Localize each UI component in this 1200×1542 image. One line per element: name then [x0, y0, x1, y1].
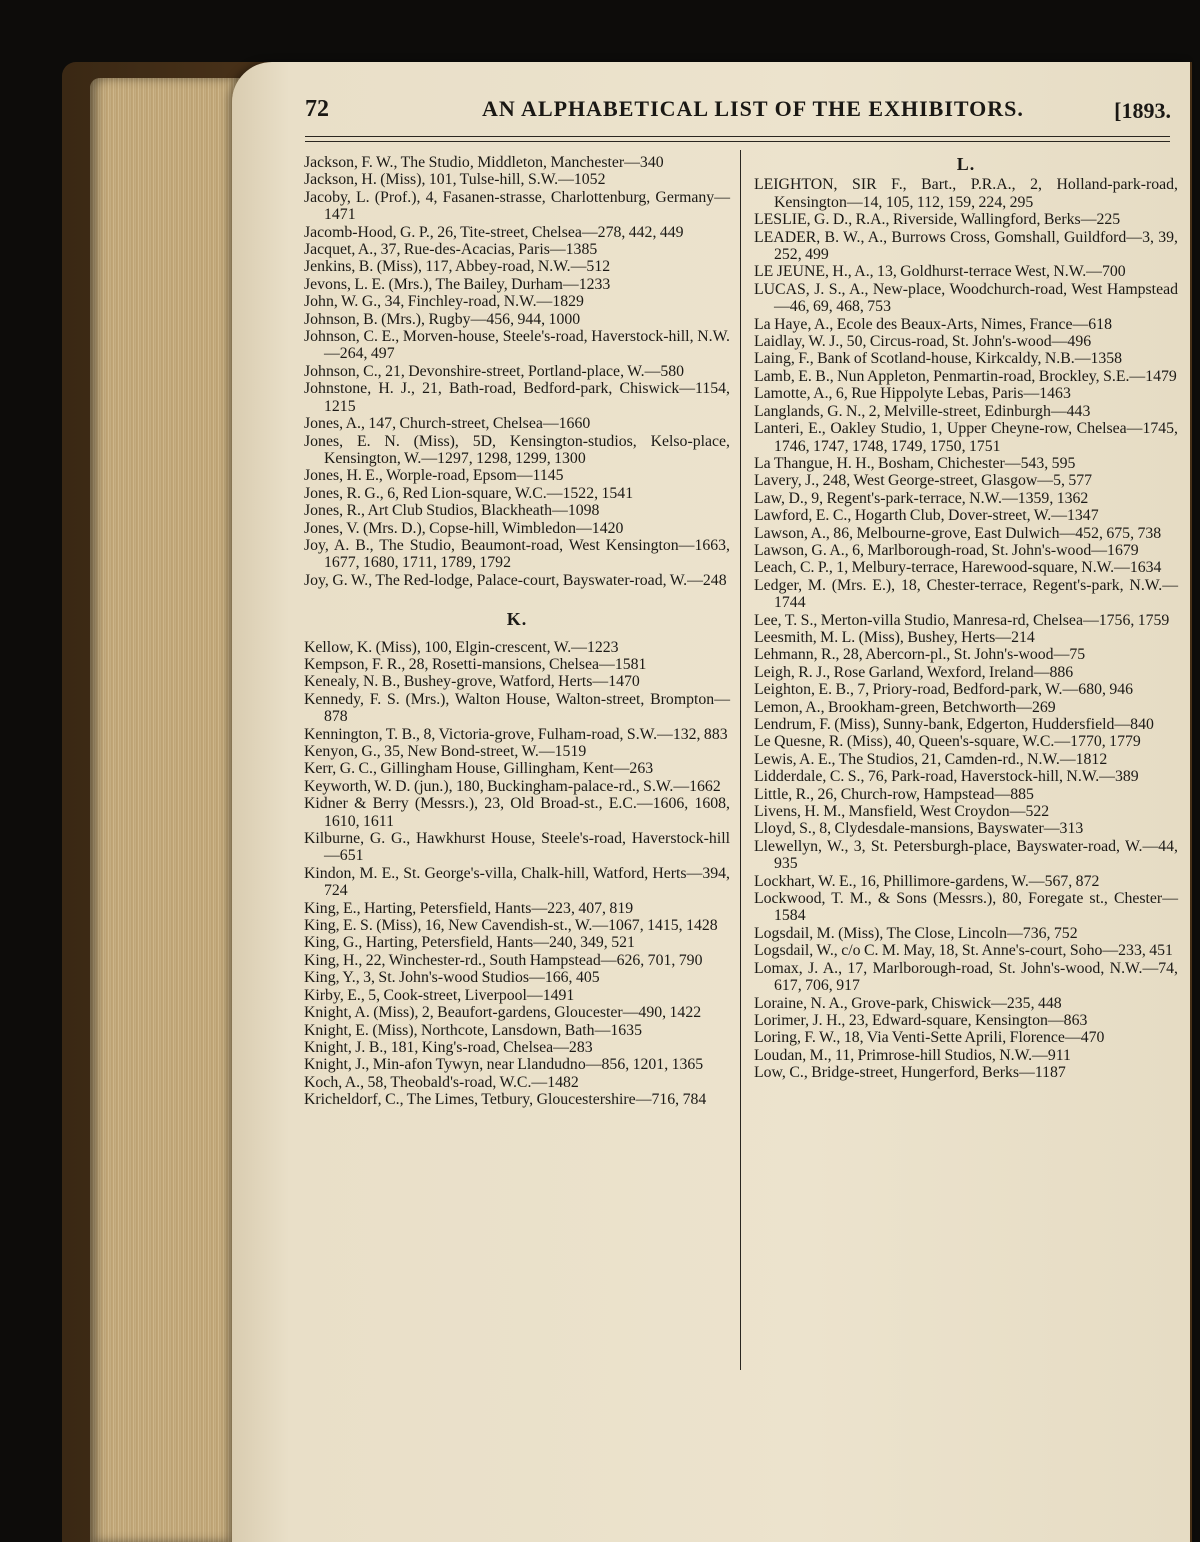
exhibitor-entry: Lawson, G. A., 6, Marlborough-road, St. John's-wood—1679	[754, 541, 1139, 559]
year-label: [1893.	[1114, 98, 1171, 123]
exhibitor-entry: Jacoby, L. (Prof.), 4, Fasanen-strasse, Charlottenburg, Germany—1471	[304, 188, 730, 224]
exhibitor-entry: LESLIE, G. D., R.A., Riverside, Wallingford, Berks—225	[754, 211, 1121, 229]
exhibitor-entry: Joy, A. B., The Studio, Beaumont-road, West Kensington—1663, 1677, 1680, 1711, 1789, 1792	[304, 536, 730, 572]
exhibitor-entry: Lawford, E. C., Hogarth Club, Dover-street, W.—1347	[754, 507, 1099, 525]
exhibitor-entry: Knight, E. (Miss), Northcote, Lansdown, Bath—1635	[304, 1021, 642, 1039]
exhibitor-entry: Leesmith, M. L. (Miss), Bushey, Herts—214	[754, 628, 1035, 646]
exhibitor-entry: Lanteri, E., Oakley Studio, 1, Upper Cheyne-row, Chelsea—1745, 1746, 1747, 1748, 1749, 1750, 1751	[754, 420, 1178, 455]
exhibitor-entry: Leach, C. P., 1, Melbury-terrace, Harewood-square, N.W.—1634	[754, 559, 1162, 577]
exhibitor-entry: Koch, A., 58, Theobald's-road, W.C.—1482	[304, 1073, 579, 1091]
exhibitor-entry: John, W. G., 34, Finchley-road, N.W.—1829	[304, 293, 584, 311]
exhibitor-entry: Lavery, J., 248, West George-street, Glasgow—5, 577	[754, 472, 1093, 490]
exhibitor-entry: Kempson, F. R., 28, Rosetti-mansions, Chelsea—1581	[304, 655, 647, 673]
exhibitor-entry: Logsdail, W., c/o C. M. May, 18, St. Anne's-court, Soho—233, 451	[754, 942, 1173, 960]
exhibitor-entry: Lehmann, R., 28, Abercorn-pl., St. John's-wood—75	[754, 646, 1086, 664]
exhibitor-entry: Jones, E. N. (Miss), 5D, Kensington-studios, Kelso-place, Kensington, W.—1297, 1298, 1299, 1300	[304, 432, 730, 467]
exhibitor-entry: LE JEUNE, H., A., 13, Goldhurst-terrace West, N.W.—700	[754, 263, 1126, 281]
exhibitor-entry: Jacomb-Hood, G. P., 26, Tite-street, Chelsea—278, 442, 449	[304, 223, 684, 241]
section-heading-k: K.	[506, 609, 528, 630]
exhibitor-entry: Lamb, E. B., Nun Appleton, Penmartin-road, Brockley, S.E.—1479	[754, 367, 1177, 385]
k-entries	[304, 639, 730, 1109]
exhibitor-entry: Kellow, K. (Miss), 100, Elgin-crescent, W.—1223	[304, 638, 619, 656]
exhibitor-entry: King, E., Harting, Petersfield, Hants—223, 407, 819	[304, 899, 634, 917]
exhibitor-entry: Jackson, H. (Miss), 101, Tulse-hill, S.W.—1052	[304, 171, 606, 189]
exhibitor-entry: Kenealy, N. B., Bushey-grove, Watford, Herts—1470	[304, 673, 640, 691]
exhibitor-entry: King, H., 22, Winchester-rd., South Hampstead—626, 701, 790	[304, 951, 703, 969]
header-rule-thin	[305, 141, 1170, 142]
exhibitor-entry: LEIGHTON, SIR F., Bart., P.R.A., 2, Holland-park-road, Kensington—14, 105, 112, 159, 224, 295	[754, 176, 1178, 211]
exhibitor-entry: Livens, H. M., Mansfield, West Croydon—522	[754, 803, 1050, 821]
exhibitor-entry: Lewis, A. E., The Studios, 21, Camden-rd., N.W.—1812	[754, 750, 1108, 768]
exhibitor-entry: Jones, R. G., 6, Red Lion-square, W.C.—1522, 1541	[304, 484, 634, 502]
exhibitor-entry: Knight, A. (Miss), 2, Beaufort-gardens, Gloucester—490, 1422	[304, 1004, 702, 1022]
exhibitor-entry: Lawson, A., 86, Melbourne-grove, East Dulwich—452, 675, 738	[754, 524, 1162, 542]
exhibitor-entry: Le Quesne, R. (Miss), 40, Queen's-square, W.C.—1770, 1779	[754, 733, 1141, 751]
exhibitor-entry: Little, R., 26, Church-row, Hampstead—885	[754, 785, 1034, 803]
exhibitor-entry: Jackson, F. W., The Studio, Middleton, Manchester—340	[304, 154, 664, 171]
exhibitor-entry: Loring, F. W., 18, Via Venti-Sette Aprili, Florence—470	[754, 1029, 1105, 1047]
section-heading-l: L.	[956, 154, 976, 174]
j-entries	[304, 154, 730, 589]
exhibitor-entry: La Haye, A., Ecole des Beaux-Arts, Nimes, France—618	[754, 315, 1112, 333]
exhibitor-entry: Kenyon, G., 35, New Bond-street, W.—1519	[304, 743, 587, 760]
exhibitor-entry: Loudan, M., 11, Primrose-hill Studios, N.W.—911	[754, 1046, 1071, 1064]
page-number: 72	[305, 96, 329, 122]
exhibitor-entry: Lorimer, J. H., 23, Edward-square, Kensington—863	[754, 1011, 1088, 1029]
exhibitor-entry: Kricheldorf, C., The Limes, Tetbury, Gloucestershire—716, 784	[304, 1091, 707, 1109]
exhibitor-entry: LUCAS, J. S., A., New-place, Woodchurch-road, West Hampstead—46, 69, 468, 753	[754, 280, 1178, 316]
exhibitor-entry: Law, D., 9, Regent's-park-terrace, N.W.—1359, 1362	[754, 489, 1089, 507]
exhibitor-entry: Kilburne, G. G., Hawkhurst House, Steele's-road, Haverstock-hill—651	[304, 830, 730, 865]
exhibitor-entry: Kerr, G. C., Gillingham House, Gillingham, Kent—263	[304, 760, 654, 778]
exhibitor-entry: LEADER, B. W., A., Burrows Cross, Gomshall, Guildford—3, 39, 252, 499	[754, 228, 1178, 264]
exhibitor-entry: Lidderdale, C. S., 76, Park-road, Haverstock-hill, N.W.—389	[754, 768, 1139, 786]
right-column	[754, 154, 1178, 1082]
exhibitor-entry: Jones, V. (Mrs. D.), Copse-hill, Wimbledon—1420	[304, 519, 624, 537]
exhibitor-entry: Johnstone, H. J., 21, Bath-road, Bedford-park, Chiswick—1154, 1215	[304, 380, 730, 415]
exhibitor-entry: Lomax, J. A., 17, Marlborough-road, St. John's-wood, N.W.—74, 617, 706, 917	[754, 959, 1178, 995]
exhibitor-entry: Jones, R., Art Club Studios, Blackheath—1098	[304, 502, 600, 520]
exhibitor-entry: Lendrum, F. (Miss), Sunny-bank, Edgerton, Huddersfield—840	[754, 716, 1154, 733]
exhibitor-entry: Keyworth, W. D. (jun.), 180, Buckingham-palace-rd., S.W.—1662	[304, 777, 721, 795]
exhibitor-entry: Jevons, L. E. (Mrs.), The Bailey, Durham—1233	[304, 275, 611, 293]
exhibitor-entry: Lemon, A., Brookham-green, Betchworth—269	[754, 698, 1056, 716]
exhibitor-entry: Langlands, G. N., 2, Melville-street, Edinburgh—443	[754, 402, 1091, 420]
exhibitor-entry: King, E. S. (Miss), 16, New Cavendish-st., W.—1067, 1415, 1428	[304, 917, 718, 935]
exhibitor-entry: Lee, T. S., Merton-villa Studio, Manresa-rd, Chelsea—1756, 1759	[754, 611, 1170, 629]
exhibitor-entry: King, Y., 3, St. John's-wood Studios—166, 405	[304, 969, 600, 987]
left-column	[304, 154, 730, 1109]
exhibitor-entry: Kidner & Berry (Messrs.), 23, Old Broad-st., E.C.—1606, 1608, 1610, 1611	[304, 795, 730, 830]
exhibitor-entry: Llewellyn, W., 3, St. Petersburgh-place, Bayswater-road, W.—44, 935	[754, 837, 1178, 873]
exhibitor-entry: Laidlay, W. J., 50, Circus-road, St. John's-wood—496	[754, 333, 1092, 351]
header-rule	[305, 136, 1170, 137]
exhibitor-entry: Lockhart, W. E., 16, Phillimore-gardens, W.—567, 872	[754, 872, 1100, 890]
page-title: AN ALPHABETICAL LIST OF THE EXHIBITORS.	[482, 96, 1024, 121]
exhibitor-entry: Jacquet, A., 37, Rue-des-Acacias, Paris—1385	[304, 241, 598, 259]
exhibitor-entry: Knight, J., Min-afon Tywyn, near Llandudno—856, 1201, 1365	[304, 1056, 704, 1074]
running-header	[305, 96, 1175, 132]
l-entries	[754, 176, 1178, 1081]
exhibitor-entry: Kindon, M. E., St. George's-villa, Chalk-hill, Watford, Herts—394, 724	[304, 864, 730, 900]
exhibitor-entry: Low, C., Bridge-street, Hungerford, Berks—1187	[754, 1064, 1066, 1082]
column-divider	[740, 150, 741, 1370]
exhibitor-entry: King, G., Harting, Petersfield, Hants—240, 349, 521	[304, 934, 635, 952]
exhibitor-entry: Jones, H. E., Worple-road, Epsom—1145	[304, 467, 564, 485]
exhibitor-entry: Jenkins, B. (Miss), 117, Abbey-road, N.W.—512	[304, 258, 611, 276]
exhibitor-entry: Ledger, M. (Mrs. E.), 18, Chester-terrace, Regent's-park, N.W.—1744	[754, 576, 1178, 612]
exhibitor-entry: Laing, F., Bank of Scotland-house, Kirkcaldy, N.B.—1358	[754, 350, 1123, 368]
exhibitor-entry: Kennedy, F. S. (Mrs.), Walton House, Walton-street, Brompton—878	[304, 690, 730, 726]
exhibitor-entry: Lloyd, S., 8, Clydesdale-mansions, Bayswater—313	[754, 820, 1084, 838]
exhibitor-entry: Knight, J. B., 181, King's-road, Chelsea—283	[304, 1038, 593, 1056]
exhibitor-entry: La Thangue, H. H., Bosham, Chichester—543, 595	[754, 454, 1076, 472]
exhibitor-entry: Leigh, R. J., Rose Garland, Wexford, Ireland—886	[754, 663, 1074, 681]
exhibitor-entry: Jones, A., 147, Church-street, Chelsea—1660	[304, 415, 591, 433]
exhibitor-entry: Lamotte, A., 6, Rue Hippolyte Lebas, Paris—1463	[754, 385, 1071, 403]
exhibitor-entry: Johnson, B. (Mrs.), Rugby—456, 944, 1000	[304, 310, 581, 328]
exhibitor-entry: Johnson, C. E., Morven-house, Steele's-road, Haverstock-hill, N.W.—264, 497	[304, 328, 730, 363]
exhibitor-entry: Johnson, C., 21, Devonshire-street, Portland-place, W.—580	[304, 362, 685, 380]
exhibitor-entry: Lockwood, T. M., & Sons (Messrs.), 80, Foregate st., Chester—1584	[754, 890, 1178, 925]
exhibitor-entry: Kennington, T. B., 8, Victoria-grove, Fulham-road, S.W.—132, 883	[304, 725, 728, 743]
exhibitor-entry: Logsdail, M. (Miss), The Close, Lincoln—736, 752	[754, 924, 1078, 942]
exhibitor-entry: Kirby, E., 5, Cook-street, Liverpool—1491	[304, 986, 575, 1004]
exhibitor-entry: Joy, G. W., The Red-lodge, Palace-court, Bayswater-road, W.—248	[304, 571, 727, 589]
exhibitor-entry: Loraine, N. A., Grove-park, Chiswick—235, 448	[754, 994, 1062, 1012]
exhibitor-entry: Leighton, E. B., 7, Priory-road, Bedford-park, W.—680, 946	[754, 681, 1134, 699]
